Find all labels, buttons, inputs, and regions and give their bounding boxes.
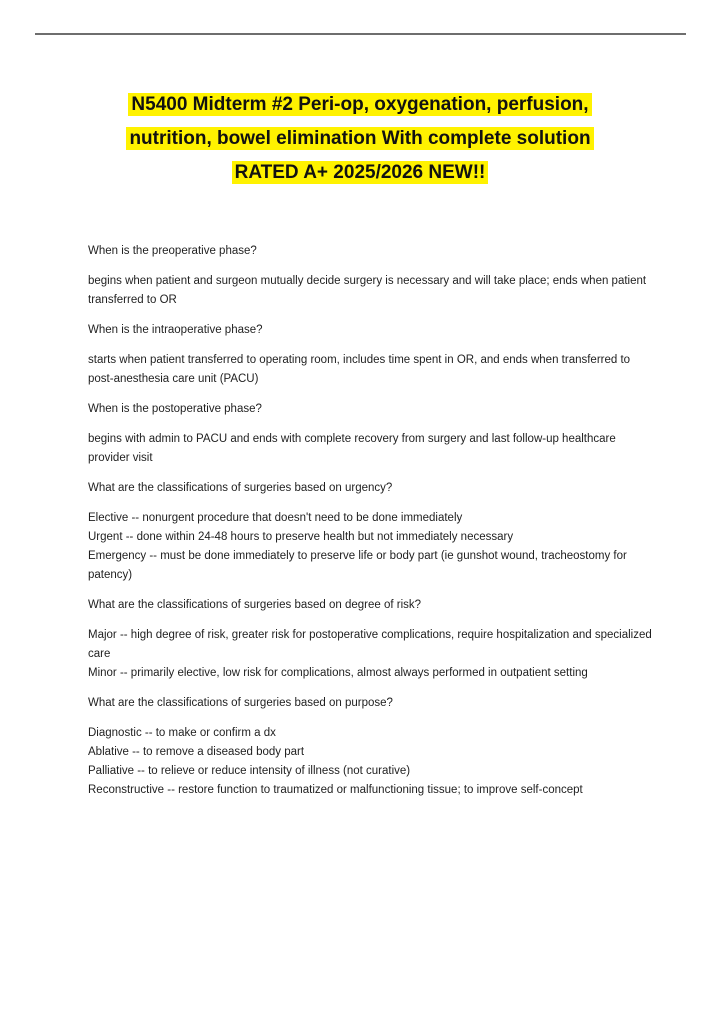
title-line: N5400 Midterm #2 Peri-op, oxygenation, perfusion, xyxy=(128,93,591,116)
top-rule xyxy=(35,33,686,35)
answer-line: Emergency -- must be done immediately to preserve life or body part (ie gunshot wound, tracheostomy for patency) xyxy=(88,550,627,581)
answer-block xyxy=(88,272,658,310)
question-text: When is the intraoperative phase? xyxy=(88,324,263,336)
answer-line: Palliative -- to relieve or reduce intensity of illness (not curative) xyxy=(88,765,411,777)
answer-line: Minor -- primarily elective, low risk for complications, almost always performed in outpatient setting xyxy=(88,667,588,679)
document-title xyxy=(60,88,660,190)
answer-line: begins with admin to PACU and ends with complete recovery from surgery and last follow-up healthcare provider visit xyxy=(88,433,616,464)
question-text: What are the classifications of surgeries based on degree of risk? xyxy=(88,599,422,611)
answer-line: Diagnostic -- to make or confirm a dx xyxy=(88,727,276,739)
answer-line: Major -- high degree of risk, greater risk for postoperative complications, require hospitalization and specialized care xyxy=(88,629,652,660)
qa-list xyxy=(88,242,658,811)
answer-block xyxy=(88,430,658,468)
answer-line: Ablative -- to remove a diseased body part xyxy=(88,746,305,758)
title-line: RATED A+ 2025/2026 NEW!! xyxy=(232,161,489,184)
answer-line: Elective -- nonurgent procedure that doesn't need to be done immediately xyxy=(88,512,463,524)
question-text: When is the preoperative phase? xyxy=(88,245,257,257)
question-text: What are the classifications of surgeries based on purpose? xyxy=(88,697,393,709)
answer-line: begins when patient and surgeon mutually decide surgery is necessary and will take place; ends when patient transferred to OR xyxy=(88,275,647,306)
answer-block xyxy=(88,724,658,800)
question-text: When is the postoperative phase? xyxy=(88,403,262,415)
question-text: What are the classifications of surgeries based on urgency? xyxy=(88,482,393,494)
answer-block xyxy=(88,351,658,389)
answer-line: Reconstructive -- restore function to traumatized or malfunctioning tissue; to improve self-concept xyxy=(88,784,583,796)
title-line: nutrition, bowel elimination With complete solution xyxy=(126,127,593,150)
answer-line: Urgent -- done within 24-48 hours to preserve health but not immediately necessary xyxy=(88,531,514,543)
answer-line: starts when patient transferred to operating room, includes time spent in OR, and ends when transferred to post-anesthesia care unit (PACU) xyxy=(88,354,631,385)
answer-block xyxy=(88,509,658,585)
answer-block xyxy=(88,626,658,683)
